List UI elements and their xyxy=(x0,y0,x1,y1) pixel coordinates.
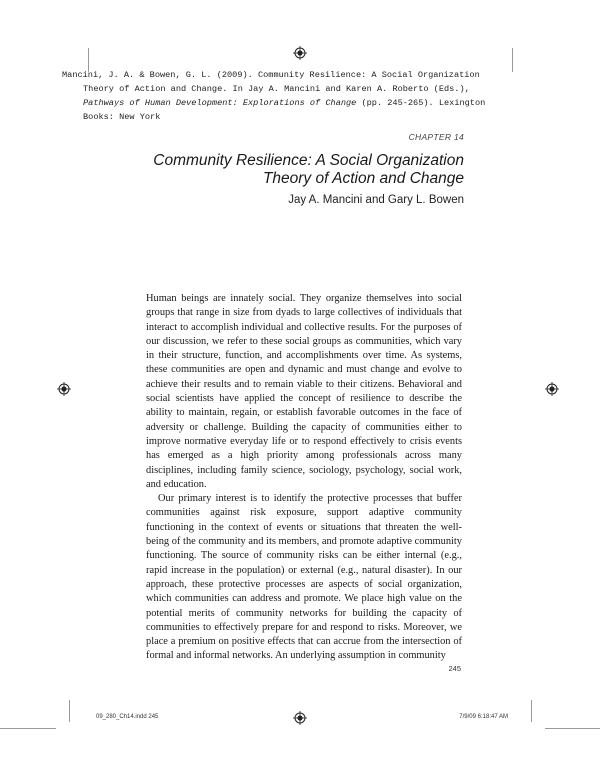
citation-block xyxy=(62,68,532,124)
body-text xyxy=(146,292,462,664)
paragraph: Our primary interest is to identify the protective processes that buffer communities against risk exposure, support adaptive community functioning in the context of events or situations that threaten the well-being of the community and its members, and promote adaptive community functioning. The source of community risks can be either internal (e.g., rapid increase in the population) or external (e.g., natural disaster). In our approach, these protective processes are aspects of social organization, which communities can address and promote. We place high value on the potential merits of community networks for building the capacity of communities to effectively prepare for and respond to risks. Moreover, we place a premium on positive effects that can accrue from the intersection of formal and informal networks. An underlying assumption in community xyxy=(146,493,462,662)
slug-timestamp: 7/9/09 6:18:47 AM xyxy=(459,714,508,720)
chapter-authors: Jay A. Mancini and Gary L. Bowen xyxy=(288,194,464,206)
citation-line xyxy=(62,96,532,110)
citation-line: Mancini, J. A. & Bowen, G. L. (2009). Community Resilience: A Social Organization xyxy=(62,70,480,80)
citation-line: Books: New York xyxy=(83,112,161,122)
chapter-label: CHAPTER 14 xyxy=(408,132,464,142)
crop-mark-bottom-right-horizontal xyxy=(545,728,600,729)
paragraph: Human beings are innately social. They organize themselves into social groups that range in size from dyads to large collectives of individuals that interact to accomplish individual and collective results. For the purposes of our discussion, we refer to these social groups as communities, which vary in their structure, function, and accomplishments over time. As systems, these communities are open and dynamic and must change and evolve to achieve their results and to remain viable to their citizens. Behavioral and social scientists have applied the concept of resilience to describe the ability to maintain, regain, or establish favorable outcomes in the face of adversity or challenge. Building the capacity of communities either to improve normative everyday life or to respond effectively to crisis events has emerged as a high priority among professionals across many disciplines, including family science, sociology, psychology, social work, and education. xyxy=(146,293,462,490)
crop-mark-bottom-left-vertical xyxy=(69,700,70,722)
citation-pages: (pp. 245-265). Lexington xyxy=(356,98,486,108)
citation-book-title: Pathways of Human Development: Explorations of Change xyxy=(83,98,357,108)
citation-line: Theory of Action and Change. In Jay A. Mancini and Karen A. Roberto (Eds.), xyxy=(83,84,470,94)
chapter-title-line: Community Resilience: A Social Organization xyxy=(153,152,464,169)
slug-file: 09_280_Ch14.indd 245 xyxy=(96,714,159,720)
registration-mark-icon xyxy=(293,46,307,60)
page-number: 245 xyxy=(448,664,461,673)
chapter-title-line: Theory of Action and Change xyxy=(262,170,464,187)
crop-mark-bottom-right-vertical xyxy=(531,700,532,722)
registration-mark-icon xyxy=(545,382,559,396)
registration-mark-icon xyxy=(293,711,307,725)
crop-mark-bottom-left-horizontal xyxy=(0,728,56,729)
chapter-title xyxy=(153,152,464,188)
registration-mark-icon xyxy=(57,382,71,396)
